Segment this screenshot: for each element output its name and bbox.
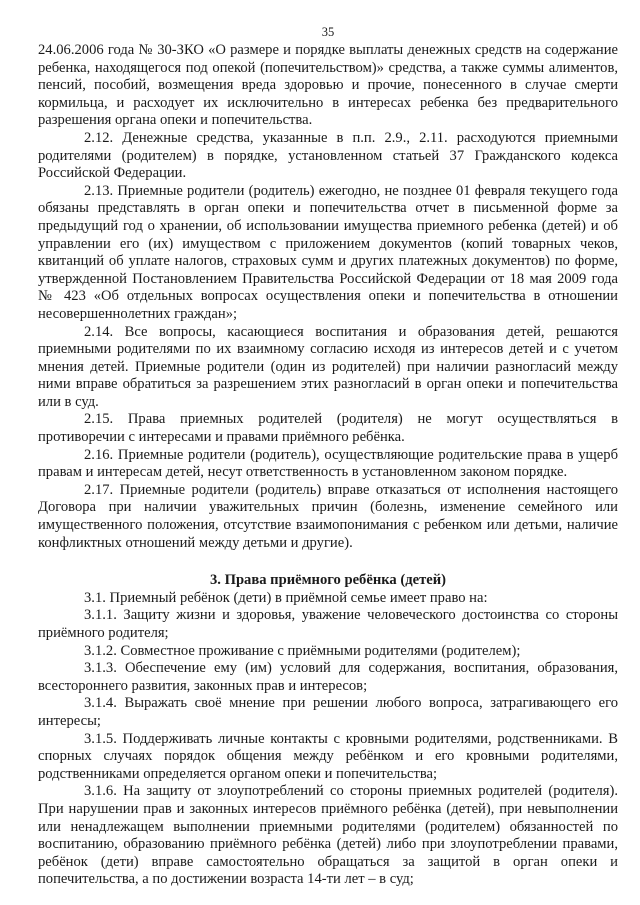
- page-number: 35: [321, 25, 335, 39]
- paragraph-2-16: 2.16. Приемные родители (родитель), осуществляющие родительские права в ущерб правам и интересам детей, несут ответственность в установленном законом порядке.: [38, 446, 618, 481]
- paragraph-2-14: 2.14. Все вопросы, касающиеся воспитания и образования детей, решаются приемными родителями по их взаимному согласию исходя из интересов детей и с учетом мнения детей. Приемные родители (один из родителей) при наличии разногласий между ними вправе обратиться за разрешением этих разногласий в орган опеки и попечительства или в суд.: [38, 323, 618, 410]
- section-gap: [38, 552, 618, 570]
- document-body: [38, 42, 618, 889]
- paragraph-2-15: 2.15. Права приемных родителей (родителя) не могут осуществляться в противоречии с интересами и правами приёмного ребёнка.: [38, 411, 618, 446]
- paragraph-3-1-1: 3.1.1. Защиту жизни и здоровья, уважение человеческого достоинства со стороны приёмного родителя;: [38, 607, 618, 641]
- paragraph-3-1-3: 3.1.3. Обеспечение ему (им) условий для содержания, воспитания, образования, всестороннего развития, законных прав и интересов;: [38, 660, 618, 694]
- paragraph-2-17: 2.17. Приемные родители (родитель) вправе отказаться от исполнения настоящего Договора при наличии уважительных причин (болезнь, изменение семейного или имущественного положения, отсутствие взаимопонимания с ребенком или детьми, наличие конфликтных отношений между детьми и другие).: [38, 481, 618, 551]
- paragraph-3-1-5: 3.1.5. Поддерживать личные контакты с кровными родителями, родственниками. В спорных случаях порядок общения между ребёнком и его кровными родителями, родственниками определяется органом опеки и попечительства;: [38, 730, 618, 782]
- paragraph-3-1: 3.1. Приемный ребёнок (дети) в приёмной семье имеет право на:: [84, 589, 488, 606]
- section-title: 3. Права приёмного ребёнка (детей): [210, 572, 446, 589]
- paragraph-2-12: 2.12. Денежные средства, указанные в п.п. 2.9., 2.11. расходуются приемными родителями (родителем) в порядке, установленном статьей 37 Гражданского кодекса Российской Федерации.: [38, 129, 618, 182]
- paragraph-3-1-2: 3.1.2. Совместное проживание с приёмными родителями (родителем);: [84, 642, 521, 659]
- paragraph-3-1-4: 3.1.4. Выражать своё мнение при решении любого вопроса, затрагивающего его интересы;: [38, 695, 618, 729]
- paragraph-3-1-6: 3.1.6. На защиту от злоупотреблений со стороны приемных родителей (родителя). При нарушении прав и законных интересов приёмного ребёнка (детей), при невыполнении или ненадлежащем выполнении приемными родителями (родителем) обязанностей по воспитанию, образованию приёмного ребёнка (детей) либо при злоупотреблении правами, ребёнок (дети) вправе самостоятельно обращаться за защитой в орган опеки и попечительства, а по достижении возраста 14-ти лет – в суд;: [38, 783, 618, 888]
- paragraph-2-13: 2.13. Приемные родители (родитель) ежегодно, не позднее 01 февраля текущего года обязаны представлять в орган опеки и попечительства отчет в письменной форме за предыдущий год о хранении, об использовании имущества приемного ребенка (детей) и об управлении его (их) имуществом с приложением документов (копий товарных чеков, квитанций об уплате налогов, страховых сумм и других платежных документов) по форме, утвержденной Постановлением Правительства Российской Федерации от 18 мая 2009 года № 423 «Об отдельных вопросах осуществления опеки и попечительства в отношении несовершеннолетних граждан»;: [38, 182, 618, 322]
- paragraph-continuation: 24.06.2006 года № 30-ЗКО «О размере и порядке выплаты денежных средств на содержание ребенка, находящегося под опекой (попечительством)» средства, а также суммы алиментов, пенсий, пособий, возмещения вреда здоровью и прочие, понесенного в случае смерти кормильца, и расходует их исключительно в интересах ребенка без предварительного разрешения органа опеки и попечительства.: [38, 42, 618, 129]
